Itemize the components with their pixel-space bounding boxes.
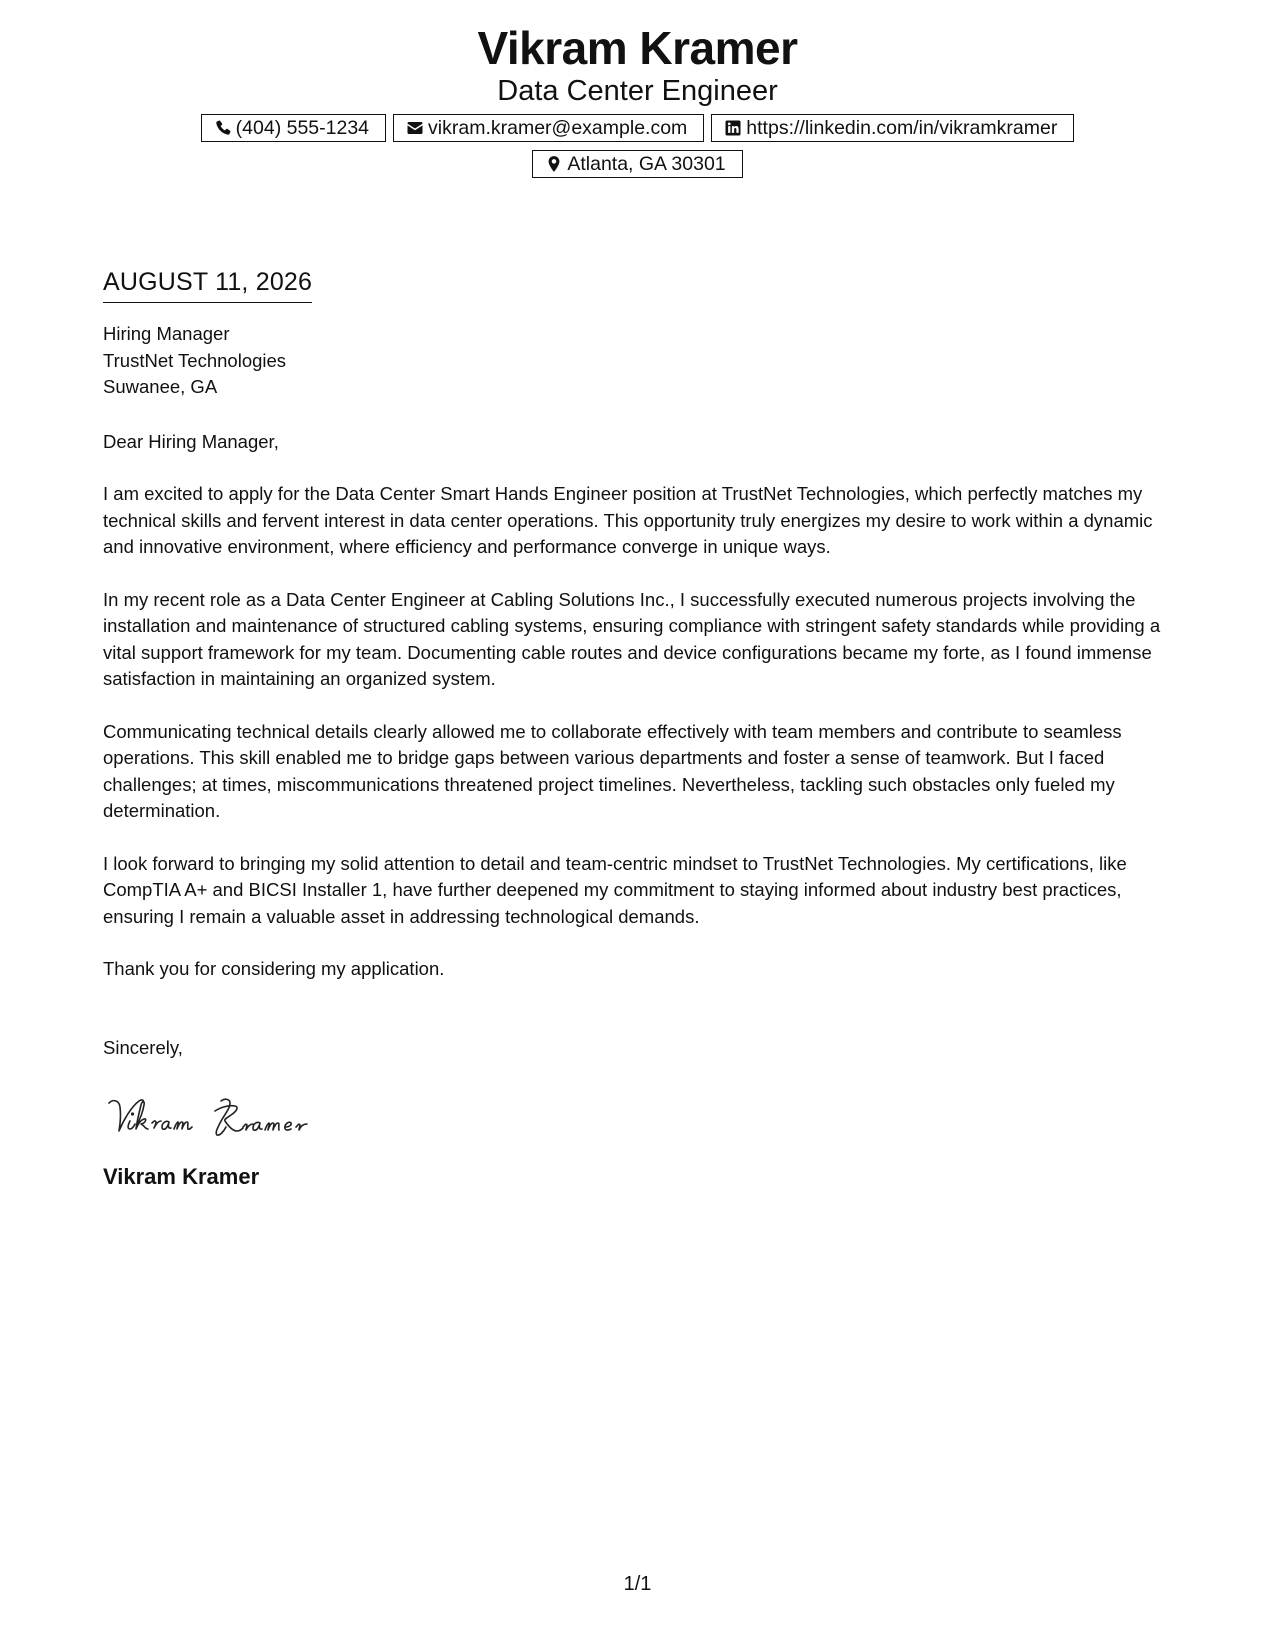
- envelope-icon: [406, 119, 424, 137]
- location-text: Atlanta, GA 30301: [567, 153, 726, 175]
- letter-paragraph: In my recent role as a Data Center Engineer at Cabling Solutions Inc., I successfully executed numerous projects involving the installation and maintenance of structured cabling systems, ensuring compliance with stringent safety standards while providing a vital support framework for my team. Documenting cable routes and device configurations became my forte, as I found immense satisfaction in maintaining an organized system.: [103, 588, 1161, 689]
- contact-linkedin[interactable]: [711, 114, 1074, 142]
- letter-paragraph: I look forward to bringing my solid attention to detail and team-centric mindset to TrustNet Technologies. My certifications, like CompTIA A+ and BICSI Installer 1, have further deepened my commitment to staying informed about industry best practices, ensuring I remain a valuable asset in addressing technological demands.: [103, 852, 1127, 927]
- recipient-line: Hiring Manager: [103, 323, 230, 344]
- letter-paragraph: Communicating technical details clearly allowed me to collaborate effectively with team members and contribute to seamless operations. This skill enabled me to bridge gaps between various departments and foster a sense of teamwork. But I faced challenges; at times, miscommunications threatened project timelines. Nevertheless, tackling such obstacles only fueled my determination.: [103, 720, 1122, 821]
- letter-paragraph: Thank you for considering my application.: [103, 958, 445, 979]
- salutation: Dear Hiring Manager,: [103, 430, 279, 452]
- recipient-line: Suwanee, GA: [103, 376, 218, 397]
- letter-date: AUGUST 11, 2026: [103, 266, 312, 303]
- page-indicator: 1/1: [623, 1573, 652, 1595]
- signature-image: [103, 1087, 363, 1145]
- phone-icon: [214, 119, 232, 137]
- signer-name: Vikram Kramer: [103, 1164, 260, 1189]
- letter-header: [0, 22, 1275, 178]
- email-text: vikram.kramer@example.com: [428, 117, 688, 139]
- contact-location: [532, 150, 742, 178]
- linkedin-icon: [724, 119, 742, 137]
- applicant-title: Data Center Engineer: [497, 75, 778, 107]
- map-pin-icon: [545, 155, 563, 173]
- applicant-name: Vikram Kramer: [477, 22, 798, 74]
- recipient-block: [103, 321, 1175, 401]
- contact-email[interactable]: [393, 114, 704, 142]
- letter-body: [103, 266, 1175, 1191]
- recipient-line: TrustNet Technologies: [103, 349, 287, 371]
- contact-list: [188, 114, 1088, 178]
- closing: Sincerely,: [103, 1036, 183, 1058]
- handwritten-signature: [103, 1087, 1175, 1145]
- linkedin-text: https://linkedin.com/in/vikramkramer: [746, 117, 1058, 139]
- letter-paragraph: I am excited to apply for the Data Center Smart Hands Engineer position at TrustNet Technologies, which perfectly matches my technical skills and fervent interest in data center operations. This opportunity truly energizes my desire to work within a dynamic and innovative environment, where efficiency and performance converge in unique ways.: [103, 483, 1153, 557]
- contact-phone[interactable]: [201, 114, 386, 142]
- phone-text: (404) 555-1234: [235, 117, 370, 139]
